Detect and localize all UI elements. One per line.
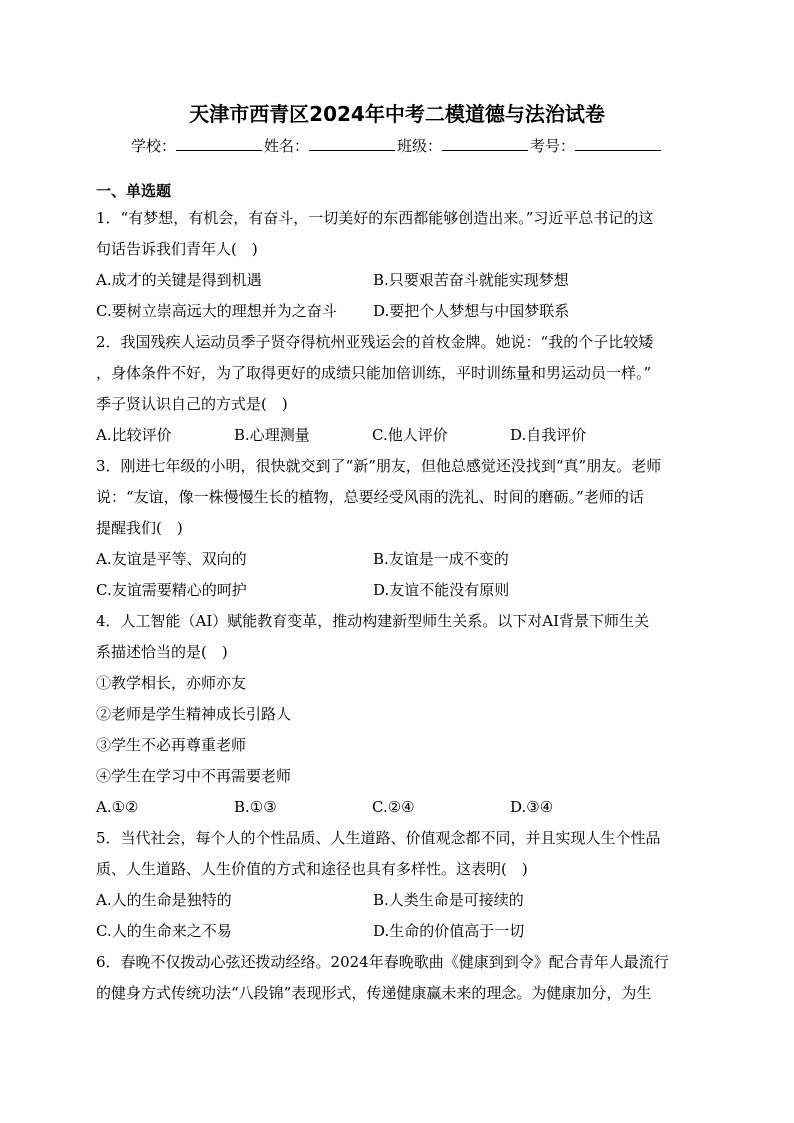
options-row: [96, 916, 700, 947]
name-blank[interactable]: [309, 136, 395, 151]
question-text-line: 提醒我们( ): [96, 519, 183, 537]
options-row: [96, 296, 700, 327]
class-blank[interactable]: [442, 136, 528, 151]
question-text-line: 1．“有梦想，有机会，有奋斗，一切美好的东西都能够创造出来。”习近平总书记的这: [96, 209, 654, 227]
option-d[interactable]: D.友谊不能没有原则: [373, 581, 510, 599]
statement-item: ①教学相长，亦师亦友: [96, 674, 247, 692]
option-b[interactable]: B.人类生命是可接续的: [373, 891, 524, 909]
option-c[interactable]: C.他人评价: [372, 426, 448, 444]
option-a[interactable]: A.人的生命是独特的: [96, 891, 232, 909]
options-row: [96, 420, 700, 451]
option-b[interactable]: B.只要艰苦奋斗就能实现梦想: [373, 271, 569, 289]
question-6: [96, 947, 700, 1009]
option-c[interactable]: C.要树立崇高远大的理想并为之奋斗: [96, 302, 337, 320]
question-text-line: 质、人生道路、人生价值的方式和途径也具有多样性。这表明( ): [96, 860, 528, 878]
options-row: [96, 575, 700, 606]
option-a[interactable]: A.比较评价: [96, 426, 172, 444]
question-text-line: 2．我国残疾人运动员季子贤夺得杭州亚残运会的首枚金牌。她说：“我的个子比较矮: [96, 333, 654, 351]
options-row: [96, 885, 700, 916]
name-label: 姓名：: [263, 137, 309, 155]
option-c[interactable]: C.友谊需要精心的呵护: [96, 581, 247, 599]
option-d[interactable]: D.要把个人梦想与中国梦联系: [373, 302, 570, 320]
student-info-row: [0, 134, 794, 158]
option-d[interactable]: D.生命的价值高于一切: [373, 922, 525, 940]
number-blank[interactable]: [575, 136, 661, 151]
question-text-line: 4．人工智能（AI）赋能教育变革，推动构建新型师生关系。以下对AI背景下师生关: [96, 612, 650, 630]
question-5: [96, 823, 700, 947]
option-a[interactable]: A.①②: [96, 798, 139, 816]
school-label: 学校：: [130, 137, 176, 155]
question-4: [96, 606, 700, 823]
options-row: [96, 544, 700, 575]
question-text-line: 3．刚进七年级的小明，很快就交到了“新”朋友，但他总感觉还没找到“真”朋友。老师: [96, 457, 662, 475]
class-label: 班级：: [397, 137, 443, 155]
section-title: 一、单选题: [96, 182, 172, 200]
question-2: [96, 327, 700, 451]
option-b[interactable]: B.①③: [234, 798, 277, 816]
option-b[interactable]: B.友谊是一成不变的: [373, 550, 509, 568]
option-a[interactable]: A.成才的关键是得到机遇: [96, 271, 262, 289]
statement-item: ②老师是学生精神成长引路人: [96, 705, 292, 723]
option-c[interactable]: C.人的生命来之不易: [96, 922, 232, 940]
question-text-line: 的健身方式传统功法“八段锦”表现形式，传递健康赢未来的理念。为健康加分，为生: [96, 984, 652, 1002]
option-a[interactable]: A.友谊是平等、双向的: [96, 550, 247, 568]
statement-item: ④学生在学习中不再需要老师: [96, 767, 292, 785]
option-d[interactable]: D.③④: [510, 798, 554, 816]
question-text-line: 5．当代社会，每个人的个性品质、人生道路、价值观念都不同，并且实现人生个性品: [96, 829, 661, 847]
school-blank[interactable]: [176, 136, 262, 151]
question-text-line: 说：“友谊，像一株慢慢生长的植物，总要经受风雨的洗礼、时间的磨砺。”老师的话: [96, 488, 644, 506]
question-text-line: 句话告诉我们青年人( ): [96, 240, 258, 258]
number-label: 考号：: [530, 137, 576, 155]
options-row: [96, 792, 700, 823]
option-d[interactable]: D.自我评价: [510, 426, 587, 444]
question-1: [96, 203, 700, 327]
options-row: [96, 265, 700, 296]
page-title: 天津市西青区2024年中考二模道德与法治试卷: [189, 102, 605, 126]
option-c[interactable]: C.②④: [372, 798, 415, 816]
statement-item: ③学生不必再尊重老师: [96, 736, 247, 754]
question-text-line: 系描述恰当的是( ): [96, 643, 228, 661]
question-text-line: 6．春晚不仅拨动心弦还拨动经络。2024年春晚歌曲《健康到到令》配合青年人最流行: [96, 953, 669, 971]
question-text-line: ，身体条件不好，为了取得更好的成绩只能加倍训练，平时训练量和男运动员一样。”: [96, 364, 652, 382]
question-text-line: 季子贤认识自己的方式是( ): [96, 395, 288, 413]
option-b[interactable]: B.心理测量: [234, 426, 310, 444]
question-list: [96, 203, 700, 1009]
question-3: [96, 451, 700, 606]
